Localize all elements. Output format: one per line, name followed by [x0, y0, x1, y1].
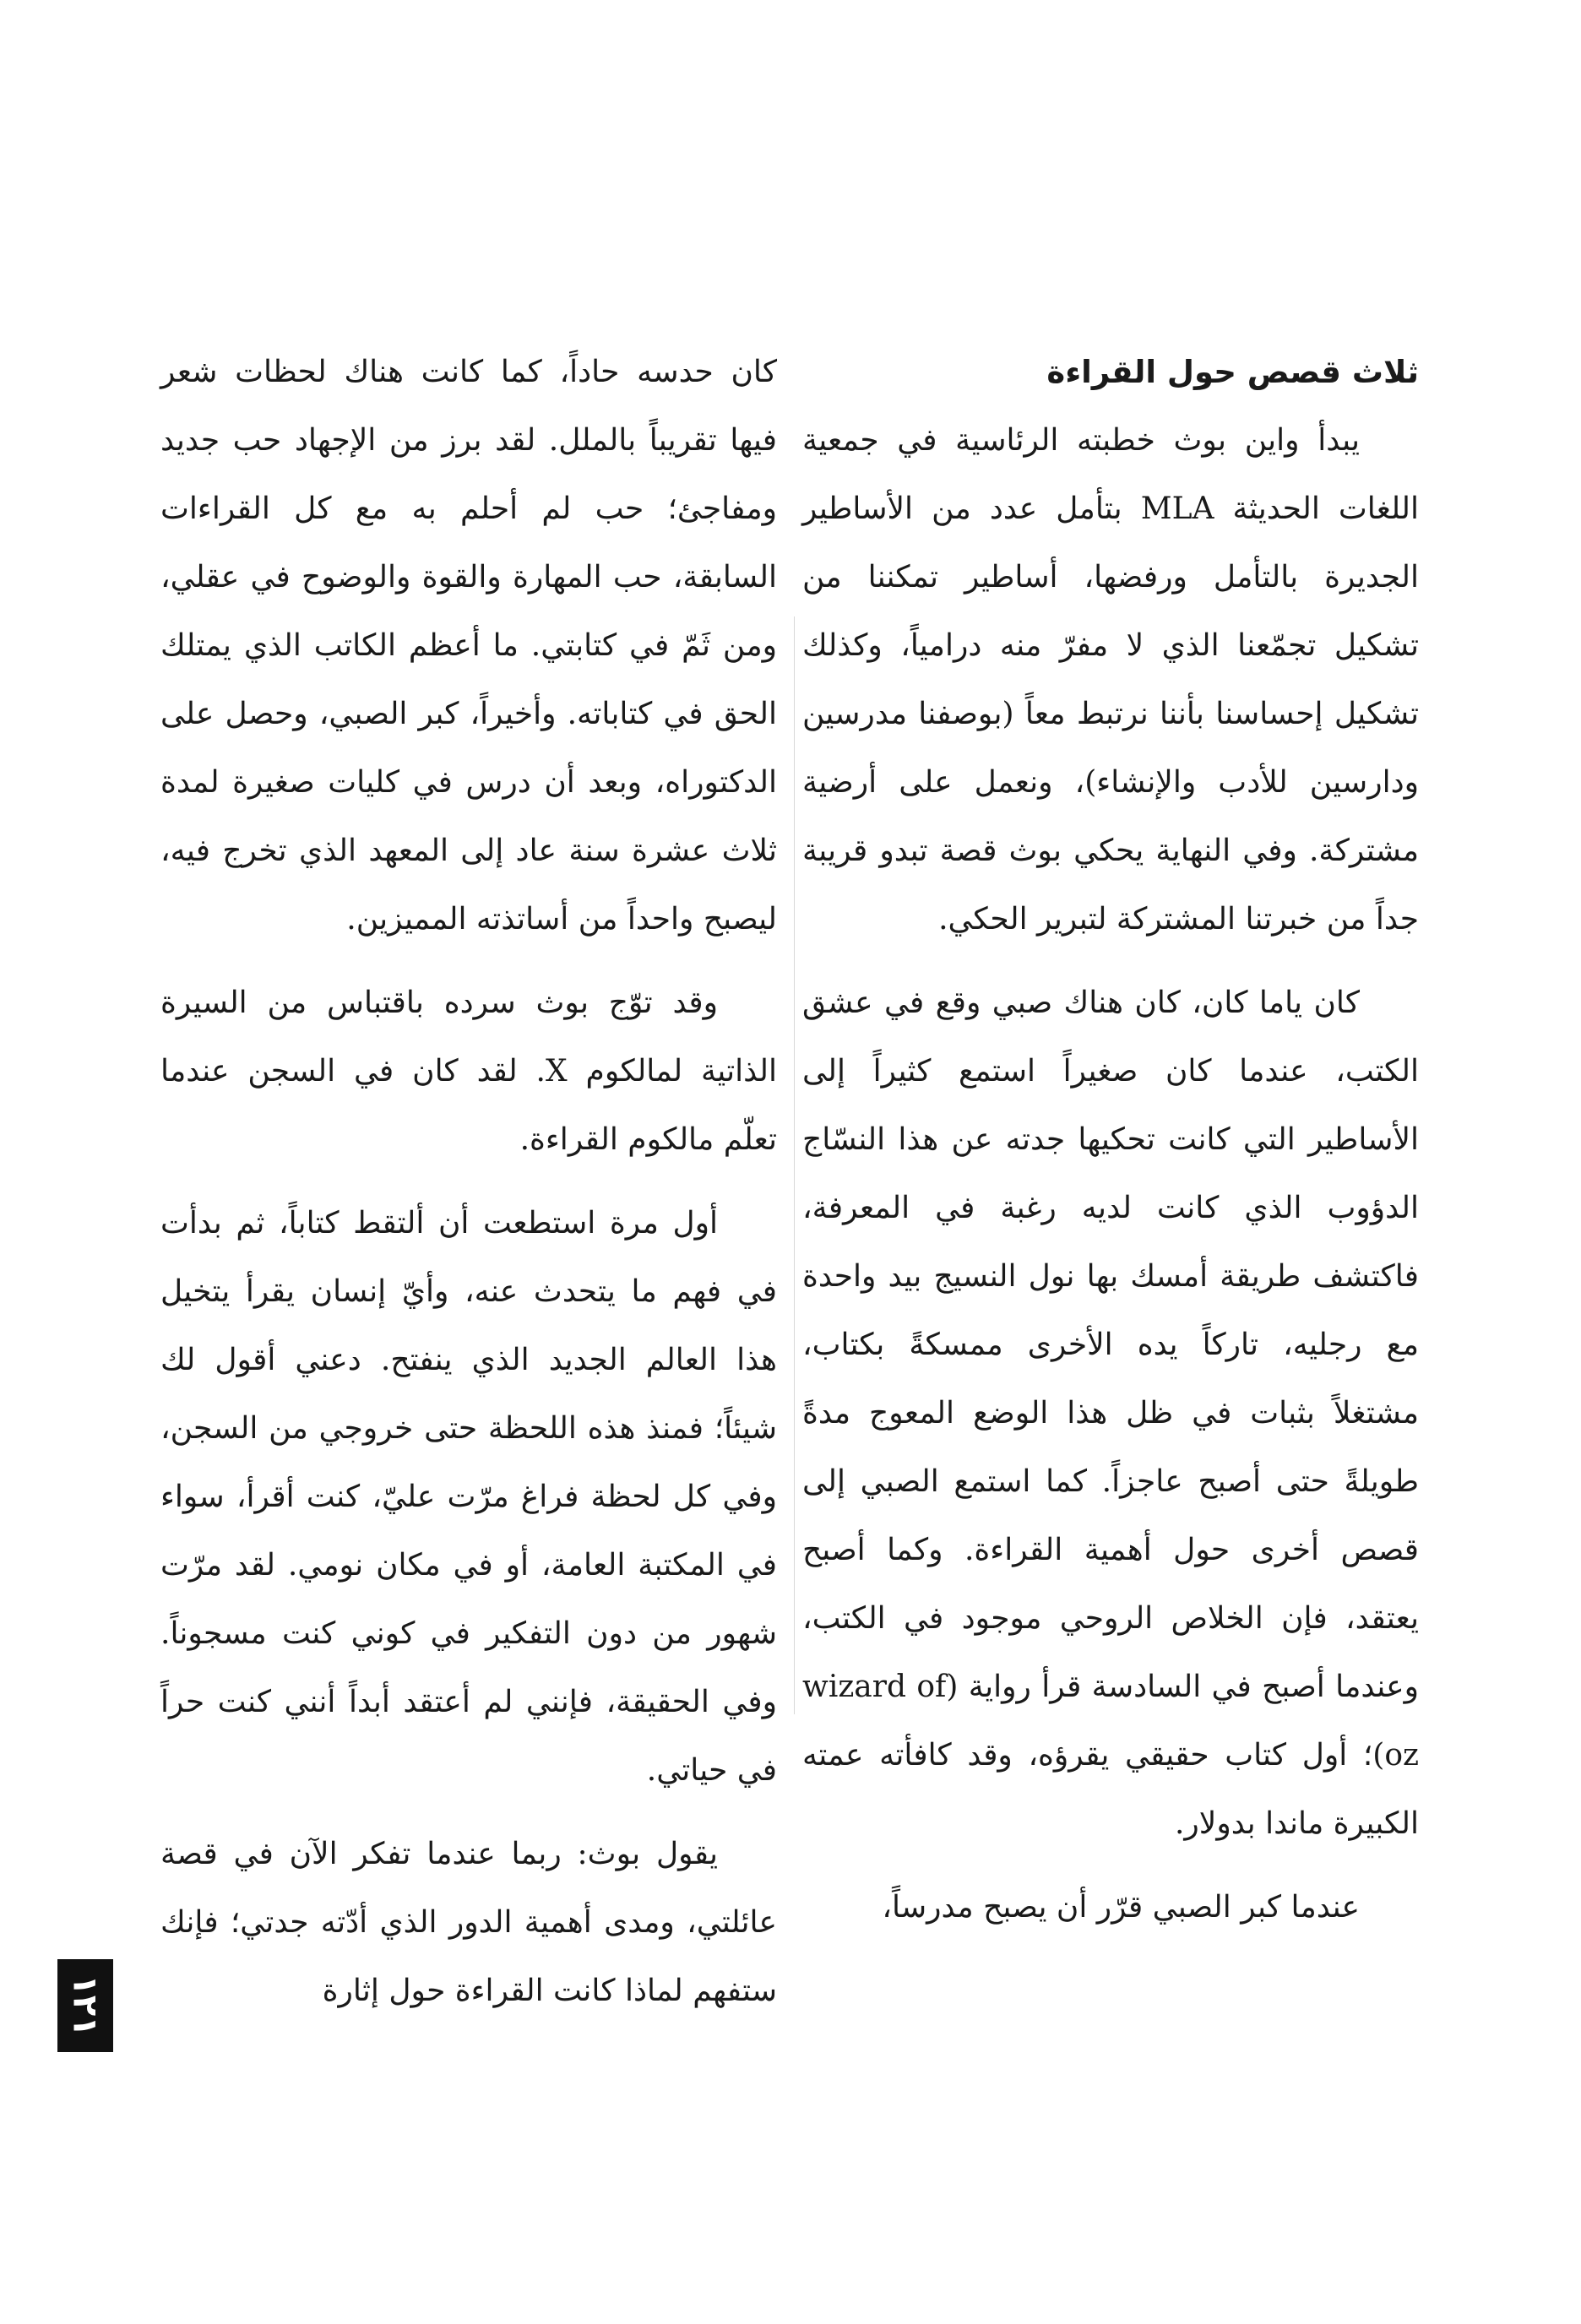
paragraph: وقد توّج بوث سرده باقتباس من السيرة الذاتية لمالكوم X. لقد كان في السجن عندما تعلّم مالكوم القراءة.	[160, 986, 777, 1157]
quote-paragraph: أول مرة استطعت أن ألتقط كتاباً، ثم بدأت في فهم ما يتحدث عنه، وأيّ إنسان يقرأ يتخيل هذا العالم الجديد الذي ينفتح. دعني أقول لك شيئاً؛ فمنذ هذه اللحظة حتى خروجي من السجن، وفي كل لحظة فراغ مرّت عليّ، كنت أقرأ، سواء في المكتبة العامة، أو في مكان نومي. لقد مرّت شهور من دون التفكير في كوني كنت مسجوناً. وفي الحقيقة، فإنني لم أعتقد أبداً أنني كنت حراً في حياتي.	[160, 1206, 777, 1788]
page-number: ١٢١	[66, 1974, 105, 2037]
column-divider	[794, 616, 795, 1714]
paragraph: كان حدسه حاداً، كما كانت هناك لحظات شعر فيها تقريباً بالملل. لقد برز من الإجهاد حب جديد ومفاجئ؛ حب لم أحلم به مع كل القراءات السابقة، حب المهارة والقوة والوضوح في عقلي، ومن ثَمّ في كتابتي. ما أعظم الكاتب الذي يمتلك الحق في كتاباته. وأخيراً، كبر الصبي، وحصل على الدكتوراه، وبعد أن درس في كليات صغيرة لمدة ثلاث عشرة سنة عاد إلى المعهد الذي تخرج فيه، ليصبح واحداً من أساتذته المميزين.	[160, 355, 777, 937]
paragraph: يبدأ واين بوث خطبته الرئاسية في جمعية اللغات الحديثة MLA بتأمل عدد من الأساطير الجديرة بالتأمل ورفضها، أساطير تمكننا من تشكيل تجمّعنا الذي لا مفرّ منه درامياً، وكذلك تشكيل إحساسنا بأننا نرتبط معاً (بوصفنا مدرسين ودارسين للأدب والإنشاء)، ونعمل على أرضية مشتركة. وفي النهاية يحكي بوث قصة تبدو قريبة جداً من خبرتنا المشتركة لتبرير الحكي.	[802, 423, 1419, 937]
paragraph: عندما كبر الصبي قرّر أن يصبح مدرساً،	[882, 1890, 1360, 1925]
page-number-badge	[57, 1959, 113, 2052]
paragraph: كان ياما كان، كان هناك صبي وقع في عشق الكتب، عندما كان صغيراً استمع كثيراً إلى الأساطير التي كانت تحكيها جدته عن هذا النسّاج الدؤوب الذي كانت لديه رغبة في المعرفة، فاكتشف طريقة أمسك بها نول النسيج بيد واحدة مع رجليه، تاركاً يده الأخرى ممسكةً بكتاب، مشتغلاً بثبات في ظل هذا الوضع المعوج مدةً طويلةً حتى أصبح عاجزاً. كما استمع الصبي إلى قصص أخرى حول أهمية القراءة. وكما أصبح يعتقد، فإن الخلاص الروحي موجود في الكتب، وعندما أصبح في السادسة قرأ رواية (wizard of oz)؛ أول كتاب حقيقي يقرؤه، وقد كافأته عمته الكبيرة ماندا بدولار.	[802, 986, 1420, 1841]
paragraph: يقول بوث: ربما عندما تفكر الآن في قصة عائلتي، ومدى أهمية الدور الذي أدّته جدتي؛ فإنك ستفهم لماذا كانت القراءة حول إثارة	[160, 1837, 777, 2008]
right-column	[802, 338, 1419, 1941]
left-column	[160, 338, 777, 2025]
section-heading: ثلاث قصص حول القراءة	[1046, 354, 1419, 390]
